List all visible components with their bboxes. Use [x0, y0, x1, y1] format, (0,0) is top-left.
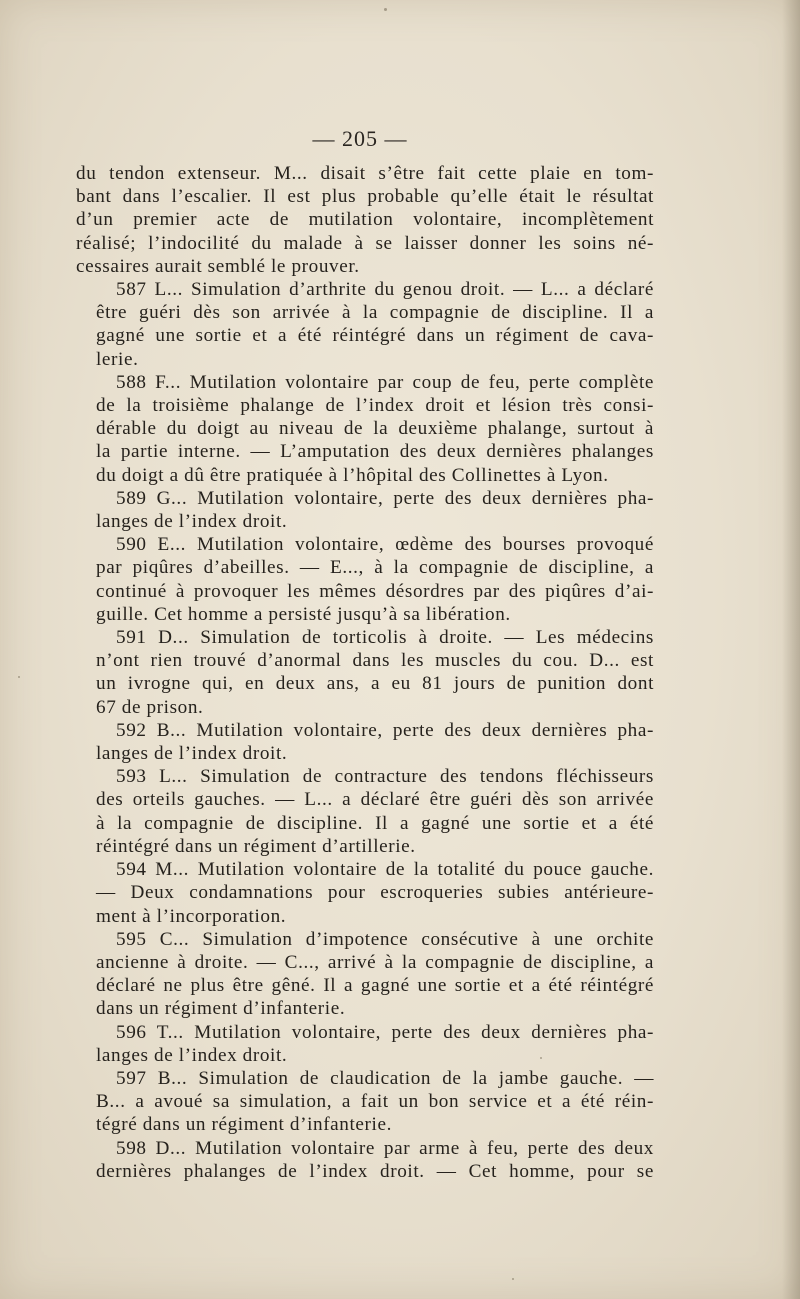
paragraph-p587	[76, 278, 654, 371]
paragraph-p593	[76, 765, 654, 858]
text-line: par piqûres d’abeilles. — E..., à la compagnie de discipline, a	[96, 557, 654, 579]
text-line: être guéri dès son arrivée à la compagnie de discipline. Il a	[96, 302, 654, 324]
paragraph-p597	[76, 1067, 654, 1137]
text-line: la partie interne. — L’amputation des deux dernières phalanges	[96, 441, 654, 463]
text-line: langes de l’index droit.	[96, 743, 288, 765]
text-line: continué à provoquer les mêmes désordres par des piqûres d’ai-	[96, 580, 654, 602]
page-edge-shadow	[782, 0, 800, 1299]
text-line: 596 T... Mutilation volontaire, perte des deux dernières pha-	[116, 1021, 654, 1043]
text-line: 589 G... Mutilation volontaire, perte des deux dernières pha-	[116, 487, 654, 509]
text-line: B... a avoué sa simulation, a fait un bon service et a été réin-	[96, 1091, 654, 1113]
text-line: dans un régiment d’infanterie.	[96, 998, 346, 1020]
text-line: 594 M... Mutilation volontaire de la totalité du pouce gauche.	[116, 859, 654, 881]
paragraph-p598	[76, 1137, 654, 1183]
text-line: de la troisième phalange de l’index droit et lésion très consi-	[96, 395, 654, 417]
text-line: 590 E... Mutilation volontaire, œdème des bourses provoqué	[116, 534, 654, 556]
text-line: 67 de prison.	[96, 696, 204, 718]
text-line: gagné une sortie et a été réintégré dans un régiment de cava-	[96, 325, 654, 347]
text-line: 591 D... Simulation de torticolis à droite. — Les médecins	[116, 627, 654, 649]
text-line: lerie.	[96, 348, 139, 370]
body-text	[76, 162, 654, 1183]
text-line: 588 F... Mutilation volontaire par coup de feu, perte complète	[116, 371, 654, 393]
paragraph-p588	[76, 371, 654, 487]
text-line: du tendon extenseur. M... disait s’être fait cette plaie en tom-	[76, 163, 654, 184]
text-line: des orteils gauches. — L... a déclaré être guéri dès son arrivée	[96, 789, 654, 811]
paper-speck	[384, 8, 387, 11]
paragraph-p591	[76, 626, 654, 719]
paragraph-p594	[76, 858, 654, 928]
text-line: ancienne à droite. — C..., arrivé à la compagnie de discipline, a	[96, 951, 654, 973]
page-number: — 205 —	[312, 126, 408, 151]
text-line: réintégré dans un régiment d’artillerie.	[96, 835, 416, 857]
text-line: à la compagnie de discipline. Il a gagné une sortie et a été	[96, 812, 654, 834]
text-line: ment à l’incorporation.	[96, 905, 287, 927]
text-line: cessaires aurait semblé le prouver.	[76, 255, 360, 277]
text-line: d’un premier acte de mutilation volontaire, incomplètement	[76, 209, 654, 231]
paragraph-p596	[76, 1021, 654, 1067]
text-line: langes de l’index droit.	[96, 1044, 288, 1066]
text-line: 592 B... Mutilation volontaire, perte des deux dernières pha-	[116, 719, 654, 741]
text-line: langes de l’index droit.	[96, 511, 288, 533]
paper-speck	[18, 676, 20, 678]
paper-speck	[512, 1278, 514, 1280]
text-line: 595 C... Simulation d’impotence consécutive à une orchite	[116, 928, 654, 950]
text-line: 593 L... Simulation de contracture des tendons fléchisseurs	[116, 766, 654, 788]
text-line: n’ont rien trouvé d’anormal dans les muscles du cou. D... est	[96, 650, 654, 672]
text-line: du doigt a dû être pratiquée à l’hôpital des Collinettes à Lyon.	[96, 464, 609, 486]
text-line: 597 B... Simulation de claudication de la jambe gauche. —	[116, 1067, 654, 1089]
paragraph-p595	[76, 928, 654, 1021]
text-line: — Deux condamnations pour escroqueries subies antérieure-	[96, 882, 654, 904]
text-line: réalisé; l’indocilité du malade à se laisser donner les soins né-	[76, 232, 654, 254]
paragraph-p590	[76, 533, 654, 626]
paragraph-p592	[76, 719, 654, 765]
text-line: 598 D... Mutilation volontaire par arme à feu, perte des deux	[116, 1137, 654, 1159]
text-line: dérable du doigt au niveau de la deuxième phalange, surtout à	[96, 418, 654, 440]
text-line: bant dans l’escalier. Il est plus probable qu’elle était le résultat	[76, 186, 654, 208]
text-line: déclaré ne plus être gêné. Il a gagné une sortie et a été réintégré	[96, 975, 654, 997]
text-line: tégré dans un régiment d’infanterie.	[96, 1114, 392, 1136]
text-line: un ivrogne qui, en deux ans, a eu 81 jours de punition dont	[96, 673, 654, 695]
paragraph-p0	[76, 162, 654, 278]
text-line: 587 L... Simulation d’arthrite du genou droit. — L... a déclaré	[116, 279, 654, 301]
text-line: guille. Cet homme a persisté jusqu’à sa libération.	[96, 603, 511, 625]
text-line: dernières phalanges de l’index droit. — Cet homme, pour se	[96, 1160, 654, 1182]
paragraph-p589	[76, 487, 654, 533]
